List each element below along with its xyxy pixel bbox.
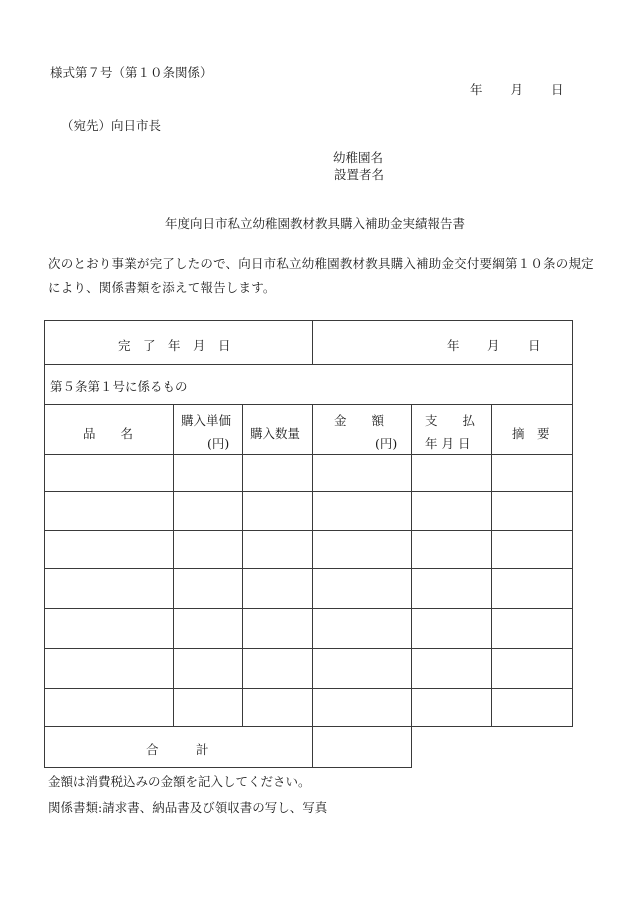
- document-title: 年度向日市私立幼稚園教材教具購入補助金実績報告書: [164, 216, 465, 231]
- col-header-unit-price-unit: (円): [207, 436, 230, 451]
- cell-unit-price[interactable]: [174, 492, 242, 530]
- cell-amount[interactable]: [313, 455, 411, 491]
- cell-unit-price[interactable]: [174, 531, 242, 568]
- form-number: 様式第７号（第１０条関係）: [50, 65, 213, 80]
- col-header-amount-unit: (円): [375, 436, 398, 451]
- cell-quantity[interactable]: [243, 569, 312, 608]
- col-header-unit-price: 購入単価: [181, 413, 232, 428]
- cell-amount[interactable]: [313, 689, 411, 726]
- cell-amount[interactable]: [313, 531, 411, 568]
- cell-remarks[interactable]: [492, 609, 572, 648]
- cell-quantity[interactable]: [243, 455, 312, 491]
- cell-item[interactable]: [45, 569, 173, 608]
- cell-payment-date[interactable]: [412, 609, 491, 648]
- note-tax-included: 金額は消費税込みの金額を記入してください。: [48, 774, 311, 789]
- cell-remarks[interactable]: [492, 531, 572, 568]
- cell-remarks[interactable]: [492, 649, 572, 688]
- cell-quantity[interactable]: [243, 531, 312, 568]
- cell-item[interactable]: [45, 455, 173, 491]
- cell-item[interactable]: [45, 689, 173, 726]
- col-header-item: 品 名: [83, 426, 134, 441]
- cell-unit-price[interactable]: [174, 649, 242, 688]
- addressee: （宛先）向日市長: [61, 118, 162, 133]
- col-header-payment: 支 払: [425, 413, 476, 428]
- cell-payment-date[interactable]: [412, 531, 491, 568]
- cell-quantity[interactable]: [243, 492, 312, 530]
- body-text: 次のとおり事業が完了したので、向日市私立幼稚園教材教具購入補助金交付要綱第１０条の規定により、関係書類を添えて報告します。: [48, 256, 594, 295]
- report-date: [470, 80, 564, 98]
- col-header-amount: 金 額: [334, 413, 385, 428]
- completion-day-label: 日: [528, 338, 541, 353]
- cell-amount[interactable]: [313, 569, 411, 608]
- completion-date-label: 完 了 年 月 日: [118, 338, 231, 353]
- cell-item[interactable]: [45, 531, 173, 568]
- cell-remarks[interactable]: [492, 492, 572, 530]
- cell-payment-date[interactable]: [412, 455, 491, 491]
- cell-amount[interactable]: [313, 492, 411, 530]
- cell-payment-date[interactable]: [412, 649, 491, 688]
- cell-item[interactable]: [45, 492, 173, 530]
- cell-unit-price[interactable]: [174, 569, 242, 608]
- cell-remarks[interactable]: [492, 689, 572, 726]
- note-related-documents: 関係書類:請求書、納品書及び領収書の写し、写真: [48, 800, 328, 815]
- cell-item[interactable]: [45, 609, 173, 648]
- cell-payment-date[interactable]: [412, 689, 491, 726]
- col-header-remarks: 摘 要: [512, 426, 550, 441]
- section-label: 第５条第１号に係るもの: [50, 379, 188, 394]
- founder-name-label: 設置者名: [334, 167, 385, 182]
- date-month-label: 月: [510, 82, 524, 97]
- cell-unit-price[interactable]: [174, 609, 242, 648]
- cell-quantity[interactable]: [243, 649, 312, 688]
- cell-quantity[interactable]: [243, 689, 312, 726]
- completion-month-label: 月: [487, 338, 500, 353]
- cell-unit-price[interactable]: [174, 455, 242, 491]
- cell-payment-date[interactable]: [412, 492, 491, 530]
- completion-year-label: 年: [447, 338, 460, 353]
- cell-remarks[interactable]: [492, 569, 572, 608]
- col-header-quantity: 購入数量: [250, 426, 301, 441]
- cell-amount[interactable]: [313, 649, 411, 688]
- total-amount-cell[interactable]: [313, 727, 411, 767]
- cell-unit-price[interactable]: [174, 689, 242, 726]
- cell-remarks[interactable]: [492, 455, 572, 491]
- col-header-payment-date: 年 月 日: [425, 436, 471, 451]
- cell-payment-date[interactable]: [412, 569, 491, 608]
- cell-amount[interactable]: [313, 609, 411, 648]
- cell-quantity[interactable]: [243, 609, 312, 648]
- cell-item[interactable]: [45, 649, 173, 688]
- kindergarten-name-label: 幼稚園名: [333, 150, 384, 165]
- total-label: 合 計: [146, 742, 209, 757]
- date-day-label: 日: [551, 82, 564, 97]
- date-year-label: 年: [470, 82, 483, 97]
